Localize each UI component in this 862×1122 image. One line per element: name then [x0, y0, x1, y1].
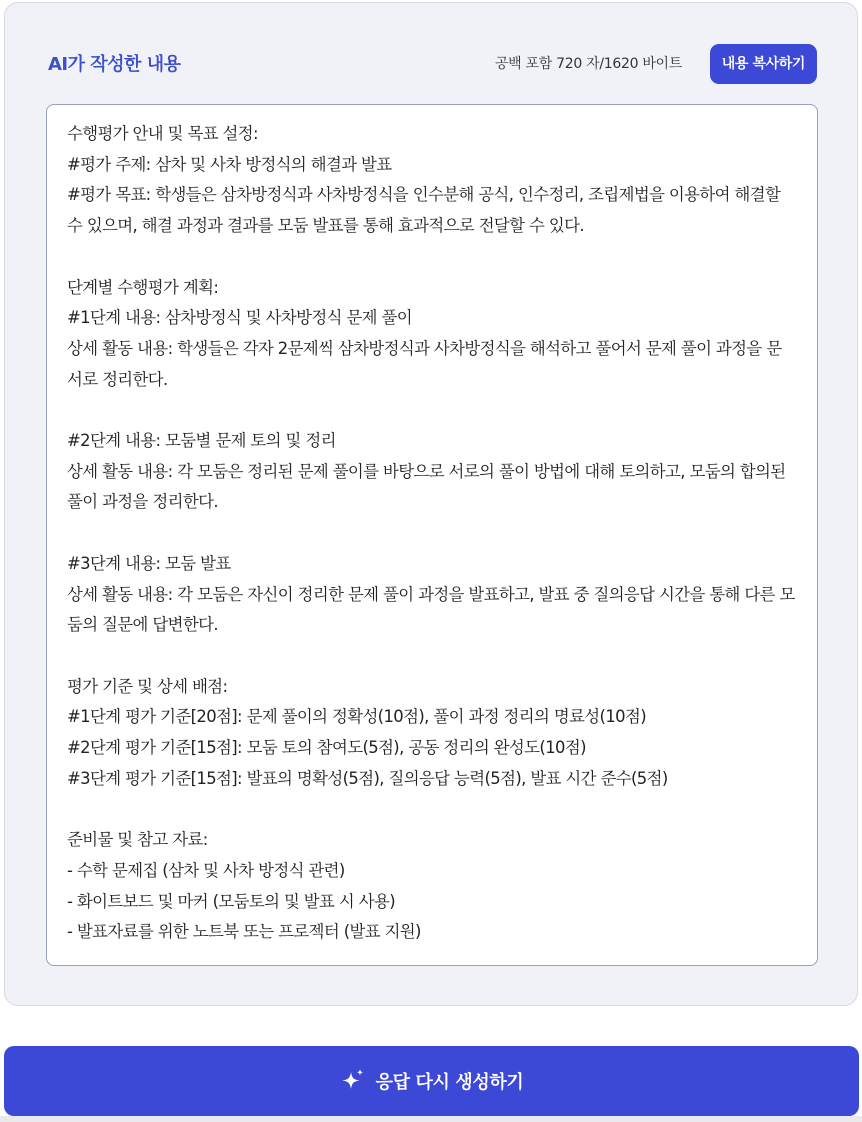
sparkle-icon [340, 1068, 366, 1094]
ai-result-panel [4, 2, 858, 1006]
panel-title: AI가 작성한 내용 [48, 54, 181, 75]
regenerate-response-button[interactable] [4, 1046, 859, 1116]
character-count: 공백 포함 720 자/1620 바이트 [494, 56, 682, 72]
bottom-divider [0, 1116, 862, 1122]
generated-content-box[interactable] [46, 104, 818, 966]
regenerate-label: 응답 다시 생성하기 [375, 1072, 524, 1093]
generated-content-text: 수행평가 안내 및 목표 설정: #평가 주제: 삼차 및 사차 방정식의 해결과 발표 #평가 목표: 학생들은 삼차방정식과 사차방정식을 인수분해 공식, 인수정리, 조립제법을 이용하여 해결할 수 있으며, 해결 과정과 결과를 모둠 발표를 통해 효과적으로 전달할 수 있다. 단계별 수행평가 계획: #1단계 내용: 삼차방정식 및 사차방정식 문제 풀이 상세 활동 내용: 학생들은 각자 2문제씩 삼차방정식과 사차방정식을 해석하고 풀어서 문제 풀이 과정을 문서로 정리한다. #2단계 내용: 모둠별 문제 토의 및 정리 상세 활동 내용: 각 모둠은 정리된 문제 풀이를 바탕으로 서로의 풀이 방법에 대해 토의하고, 모둠의 합의된 풀이 과정을 정리한다. #3단계 내용: 모둠 발표 상세 활동 내용: 각 모둠은 자신이 정리한 문제 풀이 과정을 발표하고, 발표 중 질의응답 시간을 통해 다른 모둠의 질문에 답변한다. 평가 기준 및 상세 배점: #1단계 평가 기준[20점]: 문제 풀이의 정확성(10점), 풀이 과정 정리의 명료성(10점) #2단계 평가 기준[15점]: 모둠 토의 참여도(5점), 공동 정리의 완성도(10점) #3단계 평가 기준[15점]: 발표의 명확성(5점), 질의응답 능력(5점), 발표 시간 준수(5점) 준비물 및 참고 자료: - 수학 문제집 (삼차 및 사차 방정식 관련) - 화이트보드 및 마커 (모둠토의 및 발표 시 사용) - 발표자료를 위한 노트북 또는 프로젝터 (발표 지원) [67, 124, 795, 942]
copy-content-button[interactable]: 내용 복사하기 [710, 44, 817, 84]
